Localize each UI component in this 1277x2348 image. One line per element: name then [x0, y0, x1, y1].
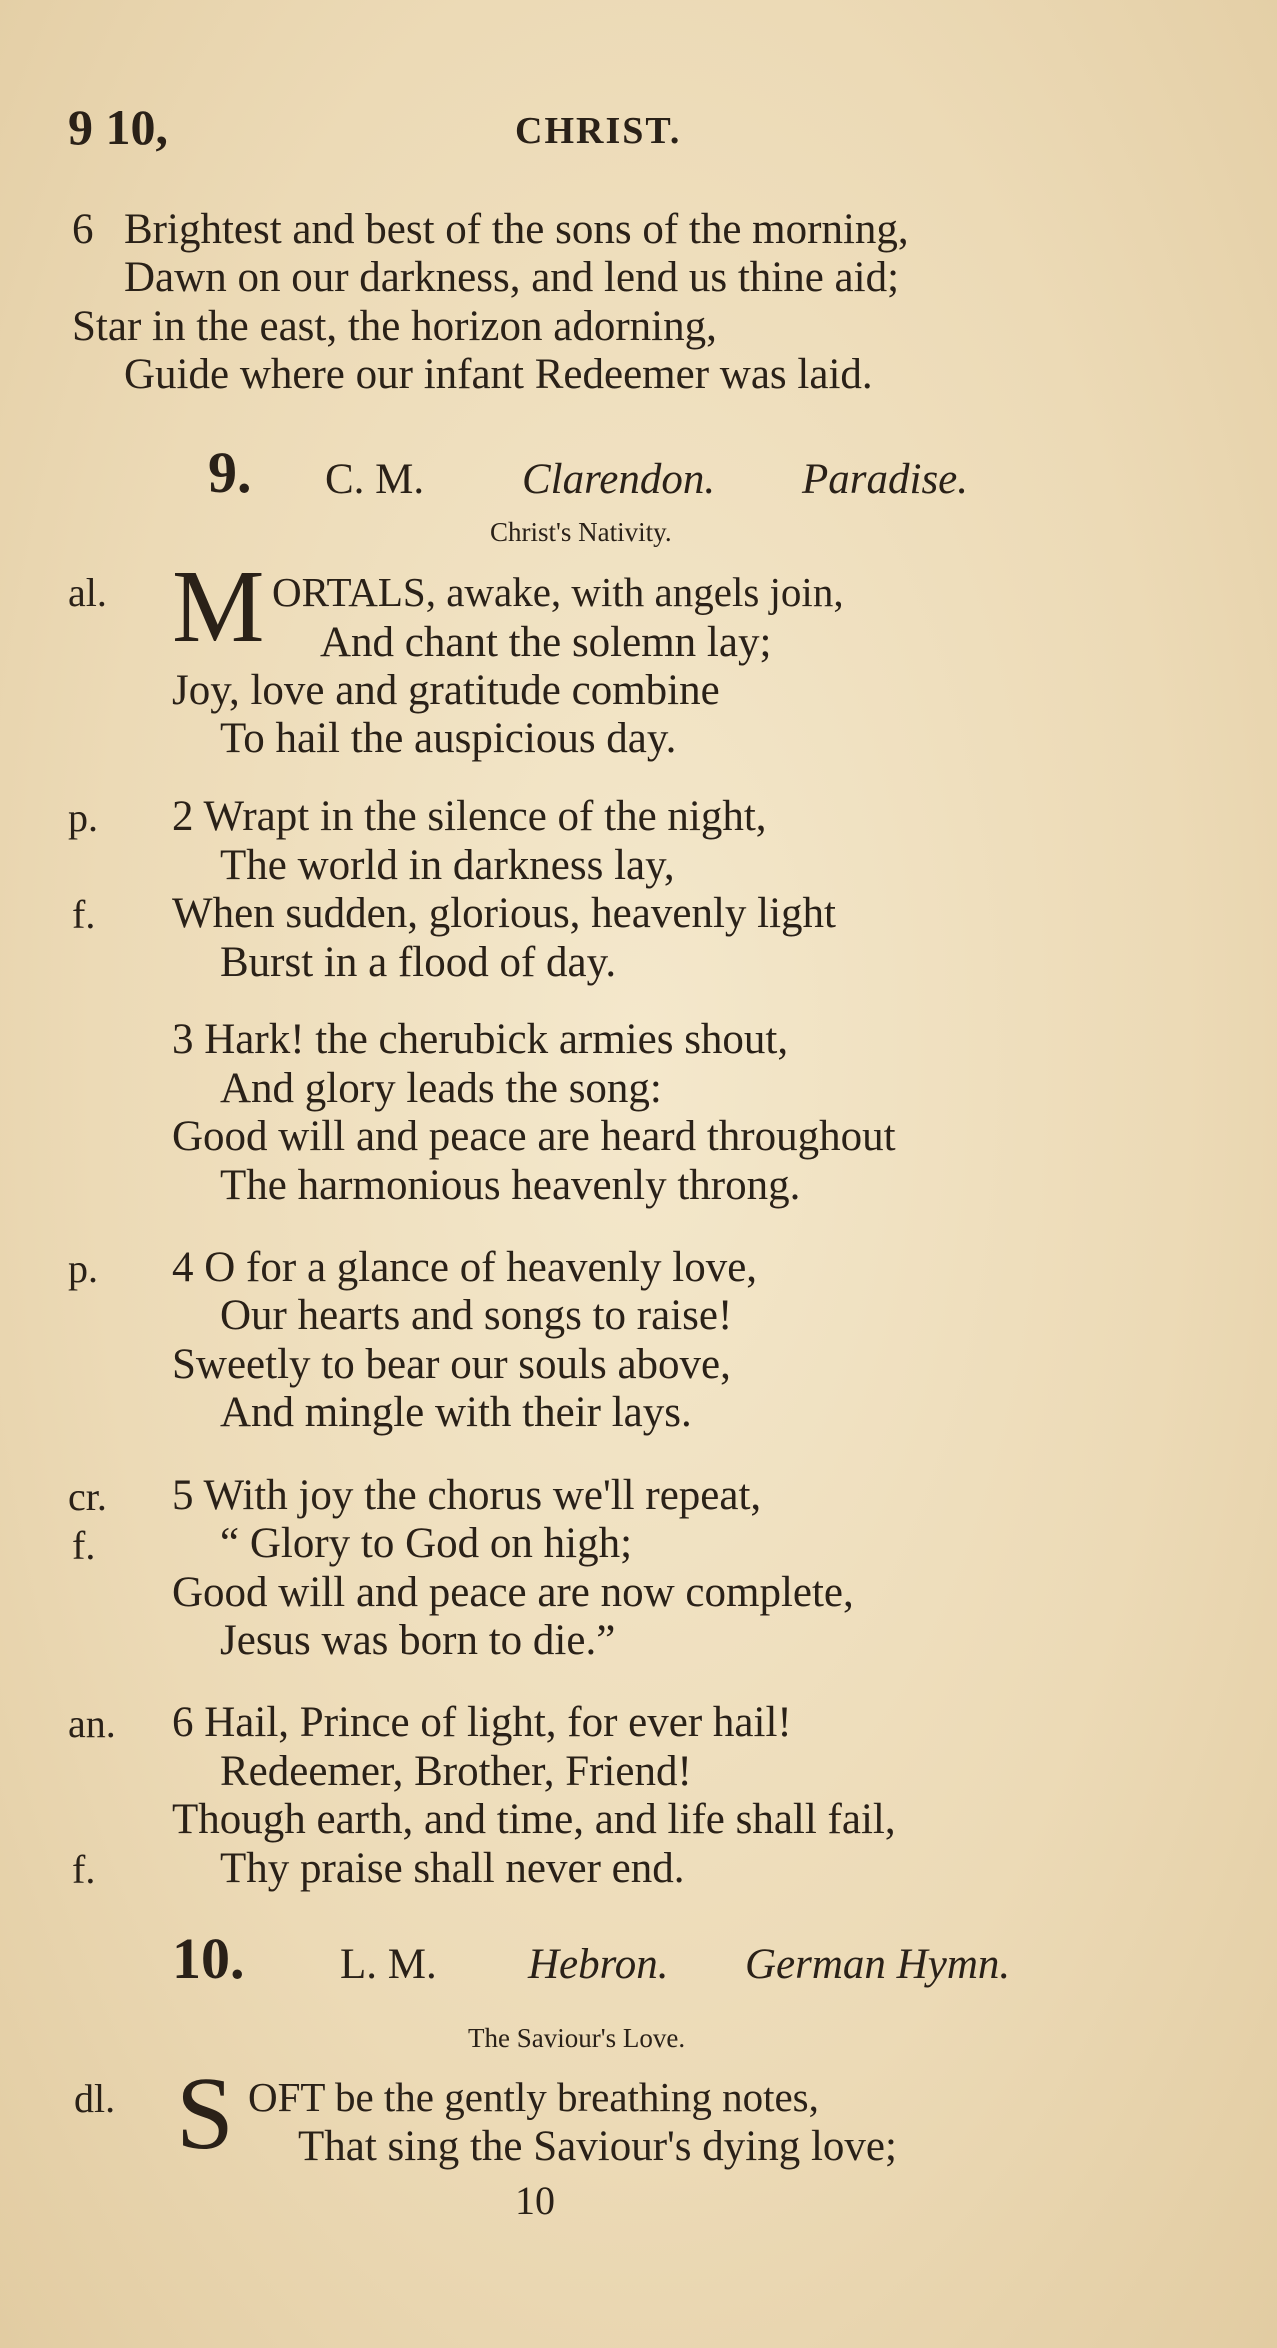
verse-line: Our hearts and songs to raise! [220, 1292, 733, 1339]
verse-line: The world in darkness lay, [220, 842, 675, 889]
performance-mark: p. [68, 795, 98, 840]
verse-line: Brightest and best of the sons of the morning, [124, 206, 909, 253]
verse-line: Redeemer, Brother, Friend! [220, 1748, 692, 1795]
verse-line: Thy praise shall never end. [220, 1845, 685, 1892]
verse-line: Joy, love and gratitude combine [172, 667, 720, 714]
performance-mark: an. [68, 1701, 116, 1746]
verse-line: “ Glory to God on high; [220, 1520, 633, 1567]
page-numbers: 9 10, [68, 99, 168, 155]
hymn-number: 9. [208, 440, 252, 505]
performance-mark: f. [72, 1847, 96, 1892]
verse-line: 2 Wrapt in the silence of the night, [172, 793, 767, 840]
stanza-number: 6 [72, 206, 94, 253]
tune-name: Hebron. [528, 1941, 669, 1988]
meter: L. M. [340, 1941, 437, 1988]
verse-line: Star in the east, the horizon adorning, [72, 303, 717, 350]
verse-line: Jesus was born to die.” [220, 1617, 616, 1664]
verse-line: 4 O for a glance of heavenly love, [172, 1244, 758, 1291]
performance-mark: f. [72, 1523, 96, 1568]
running-title: CHRIST. [515, 110, 682, 152]
drop-cap: M [172, 549, 265, 664]
verse-line: And mingle with their lays. [220, 1389, 692, 1436]
verse-line: Burst in a flood of day. [220, 939, 617, 986]
hymn-title: The Saviour's Love. [468, 2023, 686, 2053]
verse-line: ORTALS, awake, with angels join, [272, 569, 844, 615]
verse-line: 5 With joy the chorus we'll repeat, [172, 1472, 762, 1519]
verse-line: That sing the Saviour's dying love; [298, 2123, 897, 2170]
verse-line: Guide where our infant Redeemer was laid. [124, 351, 873, 398]
performance-mark: cr. [68, 1474, 107, 1519]
tune-name: Clarendon. [522, 456, 716, 503]
verse-line: 6 Hail, Prince of light, for ever hail! [172, 1699, 792, 1746]
meter: C. M. [325, 456, 425, 503]
performance-mark: p. [68, 1246, 98, 1291]
verse-line: The harmonious heavenly throng. [220, 1162, 801, 1209]
verse-line: Good will and peace are heard throughout [172, 1113, 896, 1160]
drop-cap: S [176, 2056, 234, 2171]
hymn-title: Christ's Nativity. [490, 517, 672, 547]
verse-line: When sudden, glorious, heavenly light [172, 890, 836, 937]
verse-line: Sweetly to bear our souls above, [172, 1341, 731, 1388]
tune-name: German Hymn. [745, 1941, 1011, 1988]
verse-line: 3 Hark! the cherubick armies shout, [172, 1016, 789, 1063]
performance-mark: dl. [74, 2076, 116, 2121]
verse-line: Though earth, and time, and life shall fail, [172, 1796, 896, 1843]
signature-mark: 10 [515, 2178, 555, 2223]
performance-mark: f. [72, 892, 96, 937]
verse-line: And chant the solemn lay; [320, 619, 772, 666]
hymn-number: 10. [172, 1926, 245, 1991]
tune-name: Paradise. [802, 456, 969, 503]
performance-mark: al. [68, 570, 107, 615]
verse-line: Good will and peace are now complete, [172, 1569, 854, 1616]
verse-line: To hail the auspicious day. [220, 715, 677, 762]
verse-line: OFT be the gently breathing notes, [248, 2074, 819, 2120]
verse-line: And glory leads the song: [220, 1065, 662, 1112]
verse-line: Dawn on our darkness, and lend us thine aid; [124, 254, 900, 301]
